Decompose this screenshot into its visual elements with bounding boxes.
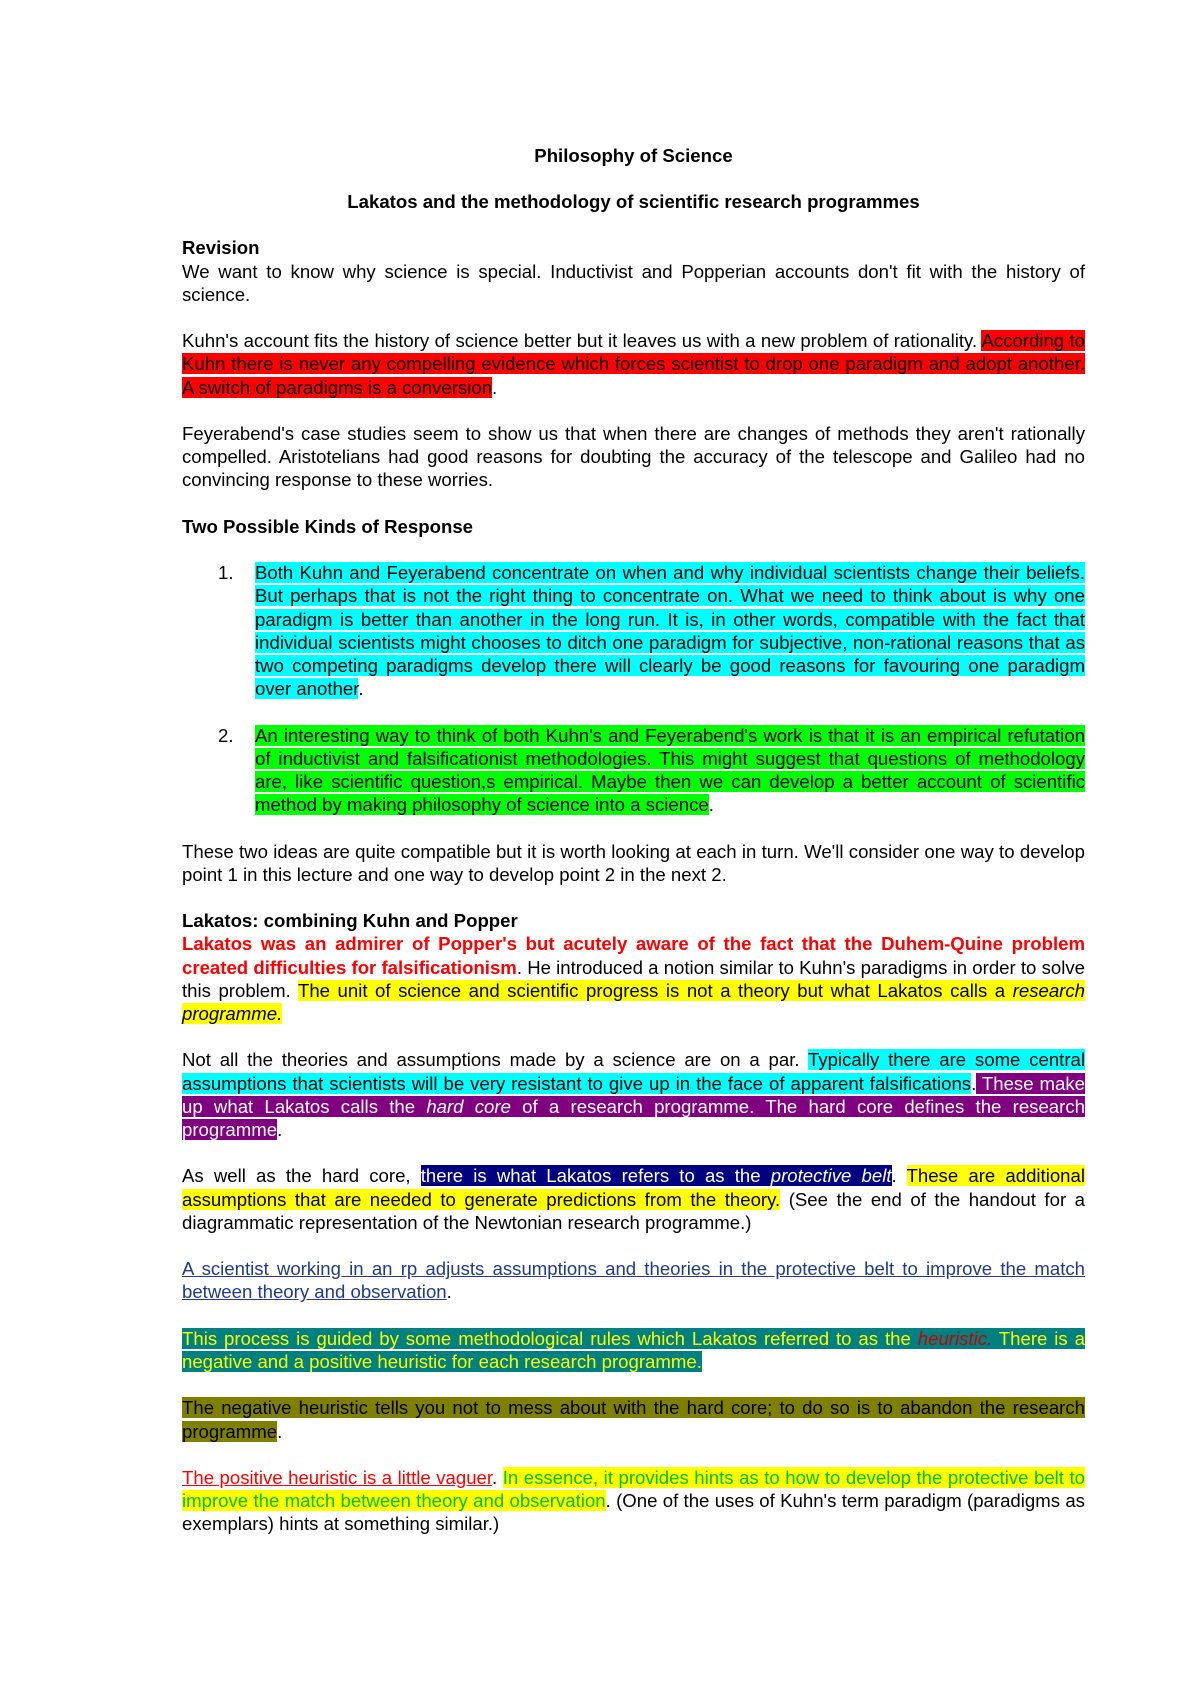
highlight-red: According to Kuhn there is never any compelling evidence which forces scientist to drop one paradigm and adopt another. A switch of paradigms is a conversion [182,330,1086,398]
highlight-navy [421,1165,892,1186]
period: . [492,376,498,398]
period: . [492,1466,503,1488]
plain-text: Not all the theories and assumptions made by a science are on a par. [182,1049,809,1071]
lakatos-paragraph-6 [182,1396,1085,1442]
yellow-text: The unit of science and scientific progress is not a theory but what Lakatos calls a [297,979,1013,1001]
italic-term: research programme. [182,979,1085,1024]
plain-text: As well as the hard core, [182,1165,421,1187]
teal-text: There is a negative and a positive heuristic for each research programme. [182,1327,1085,1372]
document-page [182,144,1085,1536]
highlight-teal [182,1328,1085,1372]
revision-paragraph-1: We want to know why science is special. Inductivist and Popperian accounts don't fit with the history of science. [182,260,1085,305]
italic-term: heuristic. [917,1327,993,1349]
navy-text: there is what Lakatos refers to as the [420,1165,771,1187]
kuhn-text: Kuhn's account fits the history of science better but it leaves us with a new problem of rationality. [182,330,982,352]
section-heading-responses: Two Possible Kinds of Response [182,515,473,537]
lakatos-paragraph-1 [182,932,1085,1025]
lakatos-paragraph-7 [182,1466,1085,1536]
lakatos-paragraph-3 [182,1164,1085,1234]
list-item [182,724,1085,817]
plain-text: (See the end of the handout for a diagrammatic representation of the Newtonian research programme.) [182,1188,1085,1233]
underlined-blue-text: A scientist working in an rp adjusts assumptions and theories in the protective belt to improve the match between theory and observation [182,1258,1085,1303]
section-heading-revision: Revision [182,237,260,259]
response-list [182,561,1085,816]
italic-term: protective belt [770,1165,892,1187]
plain-text: . (One of the uses of Kuhn's term paradigm (paradigms as exemplars) hints at something similar.) [182,1490,1085,1535]
period: . [708,794,714,816]
period: . [446,1281,452,1303]
responses-after-paragraph: These two ideas are quite compatible but it is worth looking at each in turn. We'll consider one way to develop point 1 in this lecture and one way to develop point 2 in the next 2. [182,840,1085,885]
plain-text: . He introduced a notion similar to Kuhn's paradigms in order to solve this problem. [182,956,1085,1001]
lakatos-paragraph-5 [182,1327,1085,1373]
document-title: Philosophy of Science [534,145,733,166]
document-subtitle: Lakatos and the methodology of scientific research programmes [347,191,920,213]
italic-term: hard core [426,1095,511,1117]
highlight-yellow: In essence, it provides hints as to how to develop the protective belt to improve the match between theory and observation [182,1466,1085,1512]
highlight-green: An interesting way to think of both Kuhn's and Feyerabend's work is that it is an empirical refutation of inductivist and falsificationist methodologies. This might suggest that questions of methodology are, like scientific question,s empirical. Maybe then we can develop a better account of scientific method by making philosophy of science into a science [255,724,1085,816]
highlight-cyan: Both Kuhn and Feyerabend concentrate on when and why individual scientists change their beliefs. But perhaps that is not the right thing to concentrate on. What we need to think about is why one paradigm is better than another in the long run. It is, in other words, compatible with the fact that individual scientists might chooses to ditch one paradigm for subjective, non-rational reasons that as two competing paradigms develop there will clearly be good reasons for favouring one paradigm over another [255,562,1085,700]
highlight-olive: The negative heuristic tells you not to mess about with the hard core; to do so is to abandon the research programme [182,1397,1085,1442]
period: . [891,1165,907,1187]
period: . [358,678,364,700]
lakatos-paragraph-2 [182,1048,1085,1141]
lakatos-paragraph-4 [182,1257,1085,1303]
teal-text: This process is guided by some methodological rules which Lakatos referred to as the [182,1327,918,1349]
period: . [277,1119,283,1140]
list-number: 2. [218,724,234,746]
revision-paragraph-3: Feyerabend's case studies seem to show us that when there are changes of methods they aren't rationally compelled. Aristotelians had good reasons for doubting the accuracy of the telescope and Galileo had no convincing response to these worries. [182,423,1085,491]
period: . [971,1072,977,1094]
red-underlined-text: The positive heuristic is a little vaguer [182,1466,493,1488]
highlight-cyan: Typically there are some central assumptions that scientists will be very resistant to give up in the face of apparent falsifications [182,1049,1085,1094]
list-number: 1. [218,562,234,584]
highlight-yellow [182,980,1085,1024]
section-heading-lakatos: Lakatos: combining Kuhn and Popper [182,910,518,932]
period: . [277,1420,283,1442]
highlight-yellow: These are additional assumptions that are needed to generate predictions from the theory. [182,1165,1085,1210]
purple-text: These make up what Lakatos calls the [182,1072,1085,1117]
purple-text: of a research programme. The hard core defines the research programme [182,1095,1085,1140]
list-item [182,561,1085,700]
revision-paragraph-2 [182,329,1085,399]
red-bold-text: Lakatos was an admirer of Popper's but acutely aware of the fact that the Duhem-Quine problem created difficulties for falsificationism [182,933,1085,978]
